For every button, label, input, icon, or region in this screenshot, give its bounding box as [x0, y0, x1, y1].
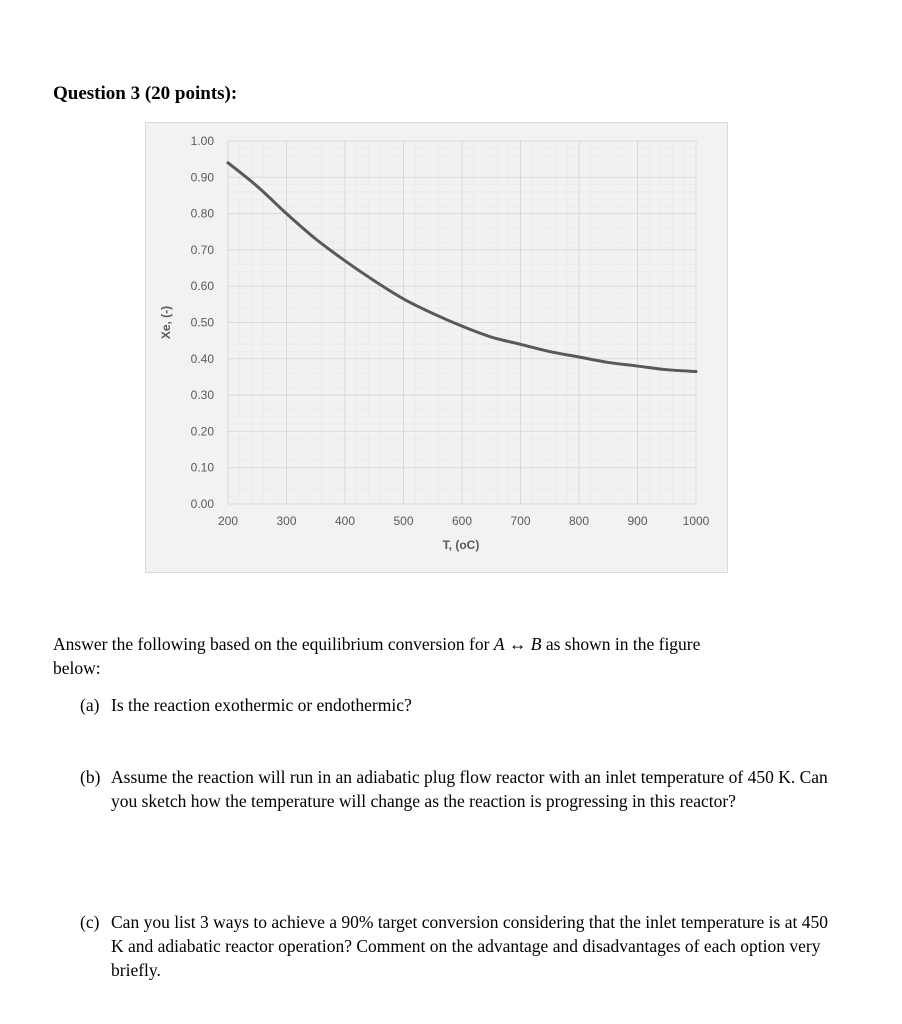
- question-item-a: [80, 693, 840, 717]
- equilibrium-conversion-chart: [145, 122, 728, 573]
- x-tick-label: 900: [627, 514, 648, 528]
- intro-paragraph: [53, 632, 833, 680]
- equilibrium-arrow: ↔: [508, 634, 527, 654]
- intro-text-before: Answer the following based on the equilibrium conversion for: [53, 634, 490, 654]
- y-tick-label: 0.50: [190, 315, 214, 330]
- question-title: Question 3 (20 points):: [53, 83, 238, 104]
- x-axis-title: T, (oC): [442, 538, 480, 552]
- x-tick-label: 600: [451, 514, 473, 528]
- question-item-c: [80, 910, 840, 982]
- y-tick-label: 0.70: [190, 242, 214, 257]
- species-b: B: [530, 634, 542, 654]
- chart-svg: [146, 123, 729, 574]
- item-label: (b): [80, 767, 101, 787]
- x-tick-label: 400: [334, 514, 356, 528]
- item-label: (a): [80, 695, 100, 715]
- item-text: Is the reaction exothermic or endothermic?: [111, 695, 412, 715]
- item-text: Can you list 3 ways to achieve a 90% target conversion considering that the inlet temperature is at 450 K and adiabatic reactor operation? Comment on the advantage and disadvantages of each option very briefly.: [111, 912, 828, 980]
- question-item-b: [80, 765, 840, 837]
- x-tick-label: 700: [510, 514, 531, 528]
- intro-text-after: as shown in the figure: [545, 634, 701, 654]
- y-tick-label: 0.20: [190, 424, 214, 439]
- x-tick-label: 200: [217, 514, 239, 528]
- y-tick-label: 0.90: [190, 170, 214, 185]
- x-tick-label: 500: [393, 514, 414, 528]
- x-tick-label: 1000: [682, 514, 710, 528]
- y-tick-label: 0.40: [190, 351, 214, 366]
- y-tick-label: 1.00: [190, 134, 214, 148]
- y-tick-label: 0.10: [190, 460, 214, 475]
- item-label: (c): [80, 912, 100, 932]
- y-tick-label: 0.00: [190, 497, 214, 511]
- y-axis-title: Xe, (-): [159, 305, 173, 340]
- x-tick-label: 800: [568, 514, 590, 528]
- y-tick-label: 0.60: [190, 279, 214, 294]
- intro-text-line2: below:: [53, 658, 101, 678]
- y-tick-label: 0.30: [190, 388, 214, 403]
- item-text: Assume the reaction will run in an adiabatic plug flow reactor with an inlet temperature of 450 K. Can you sketch how the temperature will change as the reaction is progressing in this reactor?: [111, 767, 828, 811]
- y-tick-labels: [191, 134, 215, 511]
- y-tick-label: 0.80: [190, 206, 214, 221]
- species-a: A: [493, 634, 505, 654]
- x-tick-label: 300: [276, 514, 297, 528]
- x-tick-labels: [218, 514, 710, 528]
